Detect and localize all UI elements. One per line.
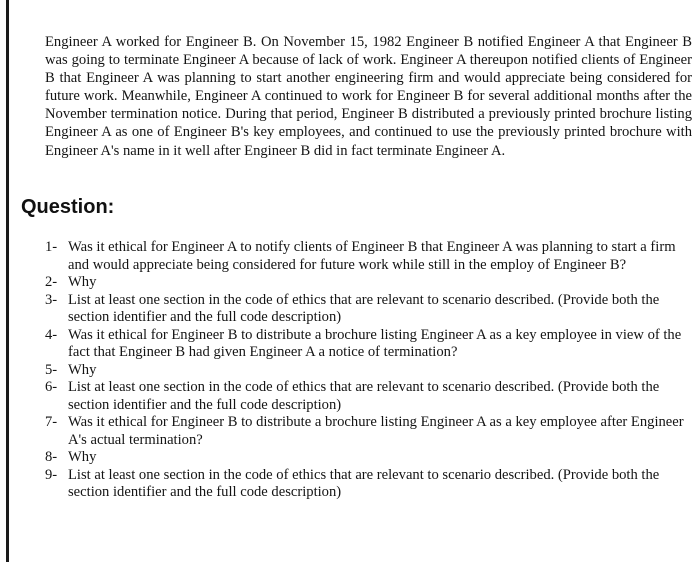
question-item-8 (45, 449, 695, 467)
question-text: List at least one section in the code of ethics that are relevant to scenario described. (Provide both the section identifier and the full code description) (68, 466, 660, 500)
question-text: Why (68, 361, 97, 378)
question-item-1 (45, 239, 695, 274)
question-text: Was it ethical for Engineer B to distribute a brochure listing Engineer A as a key employee in view of the fact that Engineer B had given Engineer A a notice of termination? (68, 326, 682, 360)
question-number: 9- (45, 466, 58, 483)
question-number: 1- (45, 239, 58, 255)
question-number: 5- (45, 361, 58, 378)
question-number: 7- (45, 414, 58, 430)
question-number: 2- (45, 274, 58, 290)
scenario-paragraph: Engineer A worked for Engineer B. On November 15, 1982 Engineer B notified Engineer A that Engineer B was going to terminate Engineer A because of lack of work. Engineer A thereupon notified clients of Engineer B that Engineer A was planning to start another engineering firm and would appreciate being considered for future work. Meanwhile, Engineer A continued to work for Engineer B for several additional months after the November termination notice. During that period, Engineer B distributed a previously printed brochure listing Engineer A as one of Engineer B's key employees, and continued to use the previously printed brochure with Engineer A's name in it well after Engineer B did in fact terminate Engineer A. (45, 34, 692, 159)
question-text: Why (68, 274, 97, 290)
question-text: List at least one section in the code of ethics that are relevant to scenario described. (Provide both the section identifier and the full code description) (68, 379, 660, 413)
question-number: 6- (45, 379, 58, 395)
question-item-9 (45, 467, 695, 502)
question-item-3 (45, 292, 695, 327)
question-number: 8- (45, 449, 58, 465)
question-item-6 (45, 379, 695, 414)
question-list (45, 239, 695, 502)
question-item-4 (45, 327, 695, 362)
question-heading: Question: (21, 196, 115, 218)
question-number: 4- (45, 326, 58, 343)
question-number: 3- (45, 291, 58, 308)
question-item-5 (45, 362, 695, 380)
question-item-7 (45, 414, 695, 449)
question-item-2 (45, 274, 695, 292)
question-text: List at least one section in the code of ethics that are relevant to scenario described. (Provide both the section identifier and the full code description) (68, 291, 660, 325)
question-text: Was it ethical for Engineer A to notify clients of Engineer B that Engineer A was planning to start a firm and would appreciate being considered for future work while still in the employ of Engineer B? (68, 239, 676, 273)
left-margin-rule (6, 0, 9, 562)
question-text: Why (68, 449, 97, 465)
question-text: Was it ethical for Engineer B to distribute a brochure listing Engineer A as a key employee after Engineer A's actual termination? (68, 414, 684, 448)
